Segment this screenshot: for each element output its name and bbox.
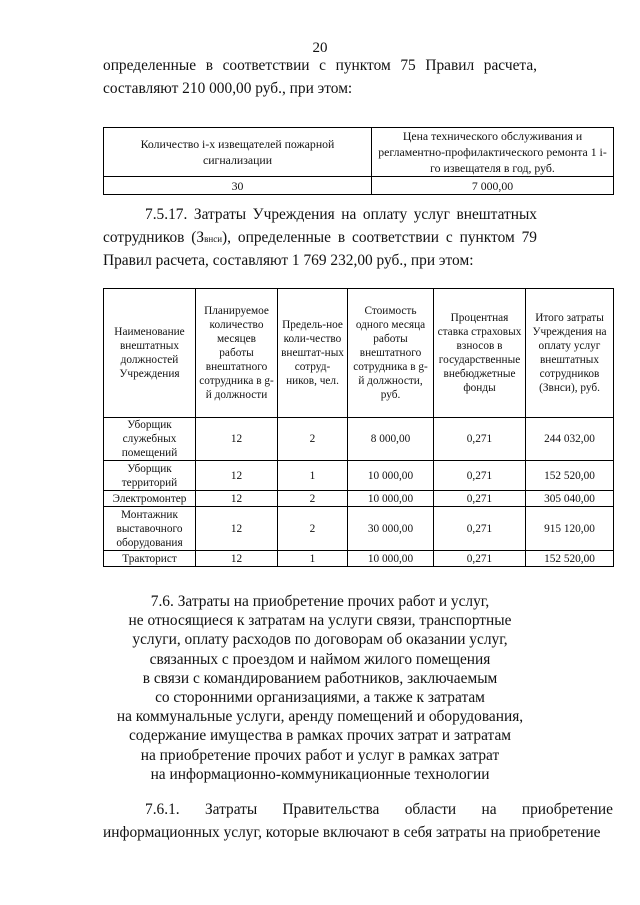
table-header-cell: Процентная ставка страховых взносов в государственные внебюджетные фонды [434,289,526,418]
table-cell: 305 040,00 [526,491,614,507]
table-header-cell: Цена технического обслуживания и регламентно-профилактического ремонта 1 i-го извещателя в год, руб. [372,128,614,177]
table-cell: Уборщик территорий [104,461,196,491]
heading-line: на коммунальные услуги, аренду помещений и оборудования, [116,708,524,726]
table-cell: 1 [278,461,348,491]
table-cell: 10 000,00 [348,461,434,491]
table-cell: 0,271 [434,491,526,507]
subscript-vnsi: внси [204,233,223,244]
paragraph-text-start: 7.5.17. Затраты Учреждения на оплату услуг внештатных сотрудников (З [103,206,537,246]
table-cell: 12 [196,507,278,551]
table-header-row [104,128,614,177]
paragraph-second-line: информационных услуг, которые включают в себя затраты на приобретение [103,823,601,841]
heading-line: содержание имущества в рамках прочих затрат и затратам [128,727,512,745]
table-cell: 30 [104,177,372,195]
paragraph-word: Правительства [282,801,380,818]
table-cell: 12 [196,461,278,491]
heading-line: в связи с командированием работников, заключаемым [142,669,498,687]
table-cell: Тракторист [104,551,196,567]
table-cell: Уборщик служебных помещений [104,418,196,461]
paragraph-word: на [481,801,497,818]
intro-paragraph: определенные в соответствии с пунктом 75 Правил расчета, составляют 210 000,00 руб., при этом: [103,57,537,97]
table-cell: 10 000,00 [348,551,434,567]
table-cell: 2 [278,418,348,461]
table-cell: 10 000,00 [348,491,434,507]
table-header-cell: Стоимость одного месяца работы внештатного сотрудника в g-й должности, руб. [348,289,434,418]
staff-costs-table [103,288,614,567]
paragraph-word: приобретение [521,801,613,818]
table-cell: 8 000,00 [348,418,434,461]
heading-line: на информационно-коммуникационные технологии [150,765,490,783]
heading-line: со сторонними организациями, а также к затратам [155,689,485,707]
section-7-6-heading [103,592,537,784]
table-row [104,461,614,491]
table-cell: 30 000,00 [348,507,434,551]
table-header-cell: Планируемое количество месяцев работы внештатного сотрудника в g-й должности [196,289,278,418]
table-header-cell: Предель-ное коли-чество внештат-ных сотруд-ников, чел. [278,289,348,418]
table-cell: 12 [196,491,278,507]
paragraph-7-6-1 [103,799,613,844]
heading-line: связанных с проездом и наймом жилого помещения [149,650,491,668]
table-cell: 0,271 [434,461,526,491]
heading-line: на приобретение прочих работ и услуг в рамках затрат [140,746,500,764]
table-cell: 915 120,00 [526,507,614,551]
page-number: 20 [312,40,328,56]
table-row [104,551,614,567]
table-cell: 152 520,00 [526,461,614,491]
table-cell: 244 032,00 [526,418,614,461]
table-header-cell: Количество i-х извещателей пожарной сигнализации [104,128,372,177]
table-cell: 2 [278,507,348,551]
table-row [104,418,614,461]
table-cell: 12 [196,551,278,567]
heading-line: 7.6. Затраты на приобретение прочих работ и услуг, [150,593,490,610]
heading-line: не относящиеся к затратам на услуги связи, транспортные [128,612,512,630]
table-header-cell: Наименование внештатных должностей Учреждения [104,289,196,418]
table-row [104,491,614,507]
table-cell: Электромонтер [104,491,196,507]
table-cell: Монтажник выставочного оборудования [104,507,196,551]
paragraph-word: Затраты [204,801,258,818]
paragraph-first-line [103,799,613,822]
table-header-row [104,289,614,418]
paragraph-word: области [404,801,457,818]
paragraph-text-end: ), определенные в соответствии с пунктом 79 Правил расчета, составляют 1 769 232,00 руб., при этом: [103,228,537,269]
table-cell: 0,271 [434,507,526,551]
table-row [104,507,614,551]
table-cell: 1 [278,551,348,567]
table-cell: 7 000,00 [372,177,614,195]
detectors-table [103,127,614,195]
table-cell: 152 520,00 [526,551,614,567]
table-cell: 0,271 [434,551,526,567]
table-row [104,177,614,195]
table-cell: 0,271 [434,418,526,461]
heading-line: услуги, оплату расходов по договорам об оказании услуг, [132,631,508,649]
table-header-cell: Итого затраты Учреждения на оплату услуг внештатных сотрудников (Звнси), руб. [526,289,614,418]
table-cell: 2 [278,491,348,507]
paragraph-7-5-17 [103,204,537,273]
paragraph-word: 7.6.1. [145,801,180,818]
table-cell: 12 [196,418,278,461]
